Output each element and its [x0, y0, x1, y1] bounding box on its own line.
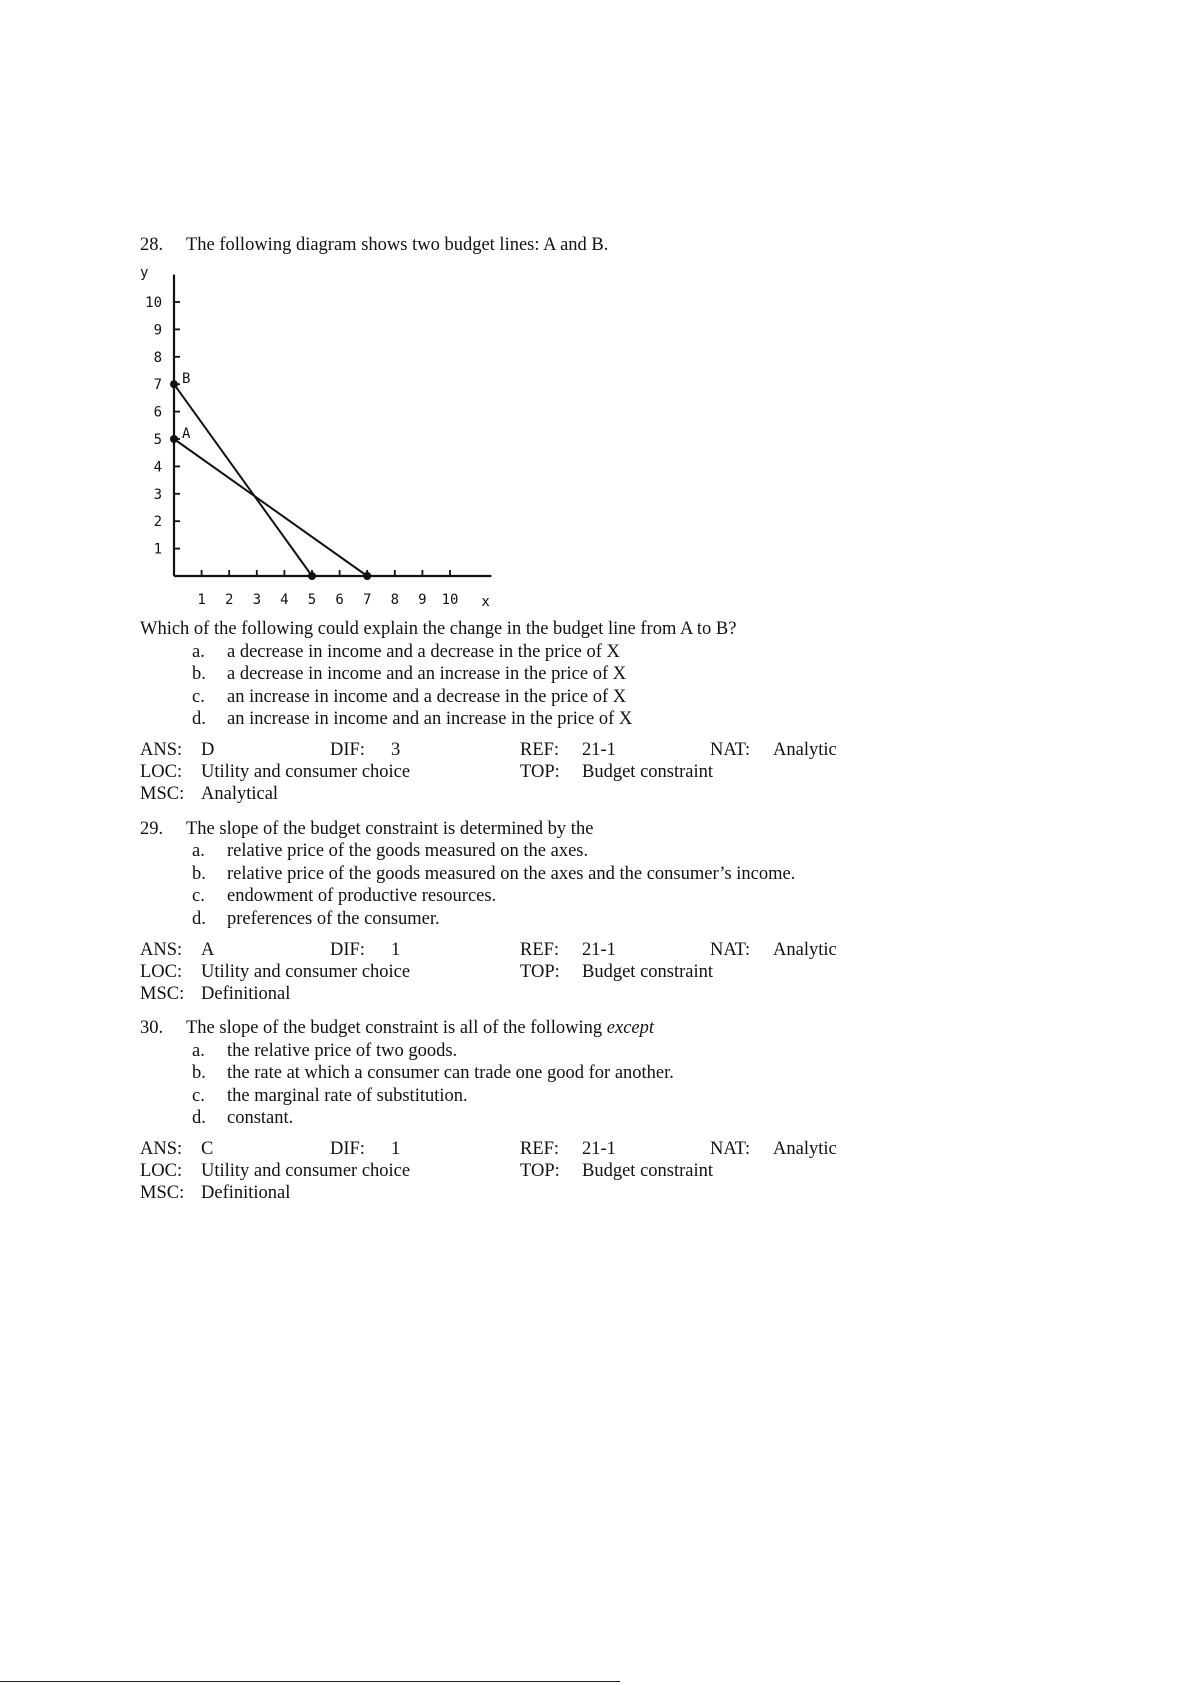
question-30-stem-text: The slope of the budget constraint is all of the following	[186, 1018, 607, 1038]
option-letter: c.	[192, 687, 205, 707]
loc-label: LOC:	[140, 962, 183, 982]
y-tick-label: 7	[153, 377, 162, 394]
budget-line-b-point	[170, 380, 178, 388]
option-text: endowment of productive resources.	[227, 886, 497, 906]
ans-value: D	[201, 740, 215, 760]
page-footer-rule	[0, 1681, 620, 1682]
ref-value: 21-1	[582, 940, 616, 960]
msc-value: Definitional	[201, 984, 291, 1004]
question-28-stem: The following diagram shows two budget lines: A and B.	[186, 235, 609, 255]
x-tick-label: 10	[441, 592, 459, 608]
loc-label: LOC:	[140, 762, 183, 782]
top-label: TOP:	[520, 762, 560, 782]
question-28-number: 28.	[140, 235, 164, 255]
x-axis-label: x	[481, 594, 490, 610]
x-tick-label: 4	[280, 592, 289, 608]
ref-label: REF:	[520, 1139, 560, 1159]
ans-value: A	[201, 940, 215, 960]
ans-label: ANS:	[140, 740, 183, 760]
option-letter: b.	[192, 1063, 206, 1083]
option-text: the relative price of two goods.	[227, 1041, 458, 1061]
option-text: the rate at which a consumer can trade one good for another.	[227, 1063, 674, 1083]
y-tick-label: 6	[153, 404, 162, 421]
option-letter: d.	[192, 1108, 206, 1128]
budget-line-a-point	[170, 435, 178, 443]
nat-label: NAT:	[710, 1139, 751, 1159]
budget-line-a-point	[363, 572, 371, 580]
loc-value: Utility and consumer choice	[201, 1161, 411, 1181]
budget-line-chart	[128, 262, 508, 614]
x-tick-label: 3	[252, 592, 262, 608]
question-30-stem-emphasis: except	[606, 1018, 655, 1038]
x-tick-label: 9	[418, 592, 427, 608]
option-letter: b.	[192, 864, 206, 884]
question-28-prompt: Which of the following could explain the change in the budget line from A to B?	[140, 619, 737, 639]
question-29-stem: The slope of the budget constraint is determined by the	[186, 819, 594, 839]
option-letter: b.	[192, 664, 206, 684]
ref-value: 21-1	[582, 1139, 616, 1159]
ans-label: ANS:	[140, 940, 183, 960]
option-text: relative price of the goods measured on the axes.	[227, 841, 589, 861]
top-label: TOP:	[520, 962, 560, 982]
chart-axes	[140, 265, 491, 610]
ref-label: REF:	[520, 740, 560, 760]
y-tick-label: 10	[145, 295, 162, 311]
x-tick-label: 5	[307, 592, 317, 608]
x-tick-label: 2	[224, 592, 234, 608]
option-text: relative price of the goods measured on the axes and the consumer’s income.	[227, 864, 796, 884]
budget-line-b	[174, 384, 312, 576]
loc-value: Utility and consumer choice	[201, 762, 411, 782]
option-text: constant.	[227, 1108, 294, 1128]
option-text: preferences of the consumer.	[227, 909, 440, 929]
top-value: Budget constraint	[582, 962, 714, 982]
x-tick-label: 7	[362, 592, 372, 608]
option-letter: d.	[192, 709, 206, 729]
option-letter: a.	[192, 1041, 205, 1061]
dif-value: 3	[391, 740, 401, 760]
loc-value: Utility and consumer choice	[201, 962, 411, 982]
dif-label: DIF:	[330, 740, 365, 760]
y-tick-label: 3	[153, 486, 162, 503]
option-letter: c.	[192, 1086, 205, 1106]
option-letter: a.	[192, 642, 205, 662]
nat-label: NAT:	[710, 740, 751, 760]
ans-label: ANS:	[140, 1139, 183, 1159]
question-30-stem	[186, 1019, 654, 1038]
budget-line-b-point	[308, 572, 316, 580]
y-axis-label: y	[140, 265, 149, 281]
loc-label: LOC:	[140, 1161, 183, 1181]
ref-value: 21-1	[582, 740, 616, 760]
y-tick-label: 4	[153, 459, 162, 476]
option-text: a decrease in income and a decrease in the price of X	[227, 642, 620, 662]
msc-label: MSC:	[140, 784, 185, 804]
x-tick-label: 6	[335, 592, 344, 608]
ans-value: C	[201, 1139, 214, 1159]
msc-label: MSC:	[140, 984, 185, 1004]
option-text: an increase in income and a decrease in the price of X	[227, 687, 627, 707]
nat-value: Analytic	[773, 740, 837, 760]
option-text: a decrease in income and an increase in the price of X	[227, 664, 627, 684]
dif-label: DIF:	[330, 1139, 365, 1159]
top-label: TOP:	[520, 1161, 560, 1181]
dif-label: DIF:	[330, 940, 365, 960]
nat-value: Analytic	[773, 940, 837, 960]
msc-label: MSC:	[140, 1183, 185, 1203]
option-text: the marginal rate of substitution.	[227, 1086, 468, 1106]
nat-label: NAT:	[710, 940, 751, 960]
budget-line-a	[174, 439, 367, 576]
msc-value: Analytical	[201, 784, 279, 804]
option-letter: c.	[192, 886, 205, 906]
y-tick-label: 1	[153, 541, 162, 558]
y-tick-label: 8	[153, 349, 162, 366]
x-tick-label: 1	[197, 592, 206, 608]
y-tick-label: 2	[153, 514, 162, 531]
y-tick-label: 5	[153, 432, 162, 448]
option-text: an increase in income and an increase in the price of X	[227, 709, 633, 729]
dif-value: 1	[391, 1139, 401, 1159]
top-value: Budget constraint	[582, 1161, 714, 1181]
chart-series	[170, 371, 371, 580]
y-tick-label: 9	[153, 322, 162, 339]
option-letter: d.	[192, 909, 206, 929]
top-value: Budget constraint	[582, 762, 714, 782]
budget-line-b-label: B	[182, 371, 191, 388]
question-29-number: 29.	[140, 819, 164, 839]
ref-label: REF:	[520, 940, 560, 960]
x-tick-label: 8	[390, 592, 400, 608]
nat-value: Analytic	[773, 1139, 837, 1159]
msc-value: Definitional	[201, 1183, 291, 1203]
question-30-number: 30.	[140, 1018, 164, 1038]
option-letter: a.	[192, 841, 205, 861]
budget-line-a-label: A	[182, 426, 191, 442]
dif-value: 1	[391, 940, 401, 960]
